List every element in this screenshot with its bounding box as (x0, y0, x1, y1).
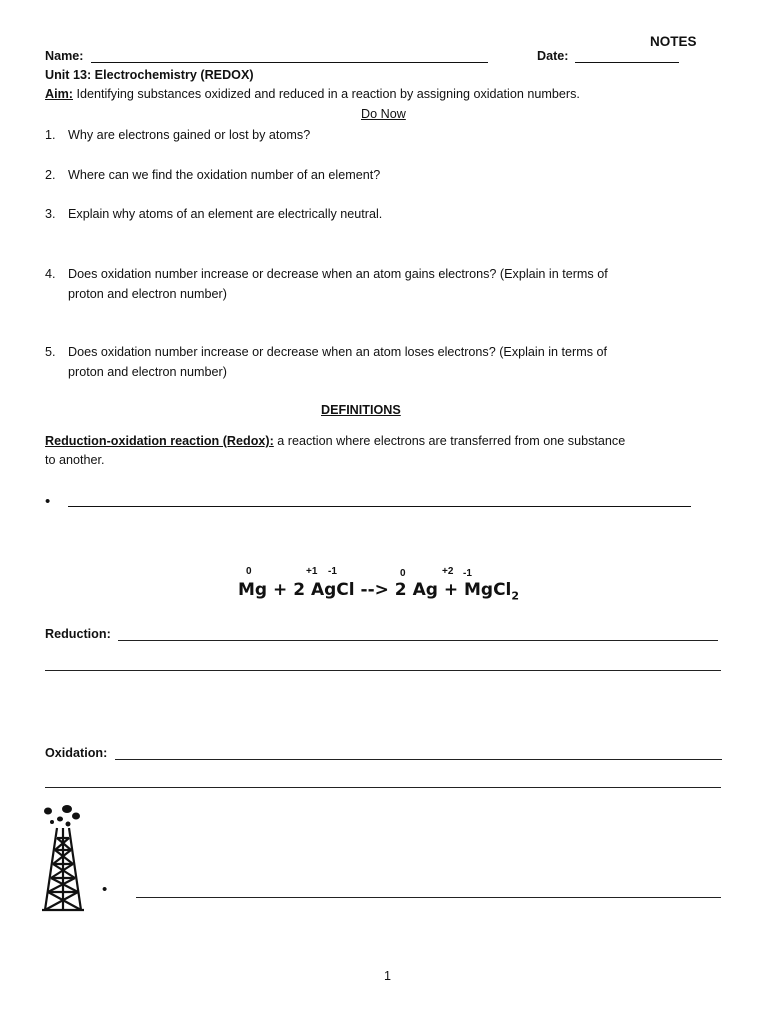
derrick-blank-line[interactable] (136, 897, 721, 898)
question-2-text: Where can we find the oxidation number of an element? (68, 168, 381, 182)
date-field-line[interactable] (575, 62, 679, 63)
aim-text: Identifying substances oxidized and reduced in a reaction by assigning oxidation numbers. (76, 87, 580, 101)
redox-text: a reaction where electrons are transferred from one substance (273, 434, 626, 448)
question-5-number: 5. (45, 345, 56, 359)
unit-title: Unit 13: Electrochemistry (REDOX) (45, 68, 254, 82)
redox-definition-continued: to another. (45, 453, 105, 467)
eq-agcl: AgCl (310, 580, 355, 600)
eq-mgcl: MgCl (463, 580, 512, 600)
bullet-1: • (45, 493, 51, 510)
do-now-heading: Do Now (361, 107, 406, 121)
question-1-number: 1. (45, 128, 56, 142)
question-3-number: 3. (45, 207, 56, 221)
oxidation-label: Oxidation: (45, 746, 108, 760)
eq-subscript: 2 (511, 589, 520, 603)
reduction-line-2[interactable] (45, 670, 721, 671)
ox-number-ag-in-agcl: +1 (306, 566, 318, 577)
date-label: Date: (537, 49, 569, 63)
ox-number-mg-in-mgcl2: +2 (442, 566, 454, 577)
question-5-text: Does oxidation number increase or decrease when an atom loses electrons? (Explain in terms of (68, 345, 608, 359)
eq-mg: Mg (238, 580, 268, 600)
question-4-number: 4. (45, 267, 56, 281)
reduction-label: Reduction: (45, 627, 111, 641)
question-2-number: 2. (45, 168, 56, 182)
aim-line (45, 88, 580, 101)
notes-label: NOTES (650, 34, 697, 49)
redox-definition (45, 435, 625, 448)
definition-blank-line-1[interactable] (68, 506, 691, 507)
eq-plus-2: + (443, 580, 459, 600)
name-field-line[interactable] (91, 62, 488, 63)
eq-coefficient-1: 2 (293, 580, 306, 600)
aim-label: Aim: (45, 87, 73, 101)
question-3-text: Explain why atoms of an element are electrically neutral. (68, 207, 383, 221)
ox-number-cl-in-mgcl2: -1 (463, 568, 472, 579)
reduction-line-1[interactable] (118, 640, 718, 641)
bullet-2: • (102, 881, 108, 898)
ox-number-cl-in-agcl: -1 (328, 566, 337, 577)
ox-number-ag: 0 (400, 568, 406, 579)
name-label: Name: (45, 49, 84, 63)
question-1-text: Why are electrons gained or lost by atoms? (68, 128, 311, 142)
oxidation-line-1[interactable] (115, 759, 722, 760)
redox-term: Reduction-oxidation reaction (Redox): (45, 434, 274, 448)
eq-ag: Ag (412, 580, 438, 600)
question-4-text-continued: proton and electron number) (68, 287, 227, 301)
ox-number-mg: 0 (246, 566, 252, 577)
question-4-text: Does oxidation number increase or decrease when an atom gains electrons? (Explain in terms of (68, 267, 608, 281)
oxidation-line-2[interactable] (45, 787, 721, 788)
question-5-text-continued: proton and electron number) (68, 365, 227, 379)
redox-equation (238, 580, 519, 602)
eq-plus-1: + (273, 580, 288, 600)
eq-coefficient-2: 2 (394, 580, 407, 600)
oil-derrick-icon (40, 804, 86, 914)
definitions-heading: DEFINITIONS (321, 403, 401, 417)
eq-arrow: --> (360, 580, 389, 600)
page-number: 1 (384, 969, 392, 983)
